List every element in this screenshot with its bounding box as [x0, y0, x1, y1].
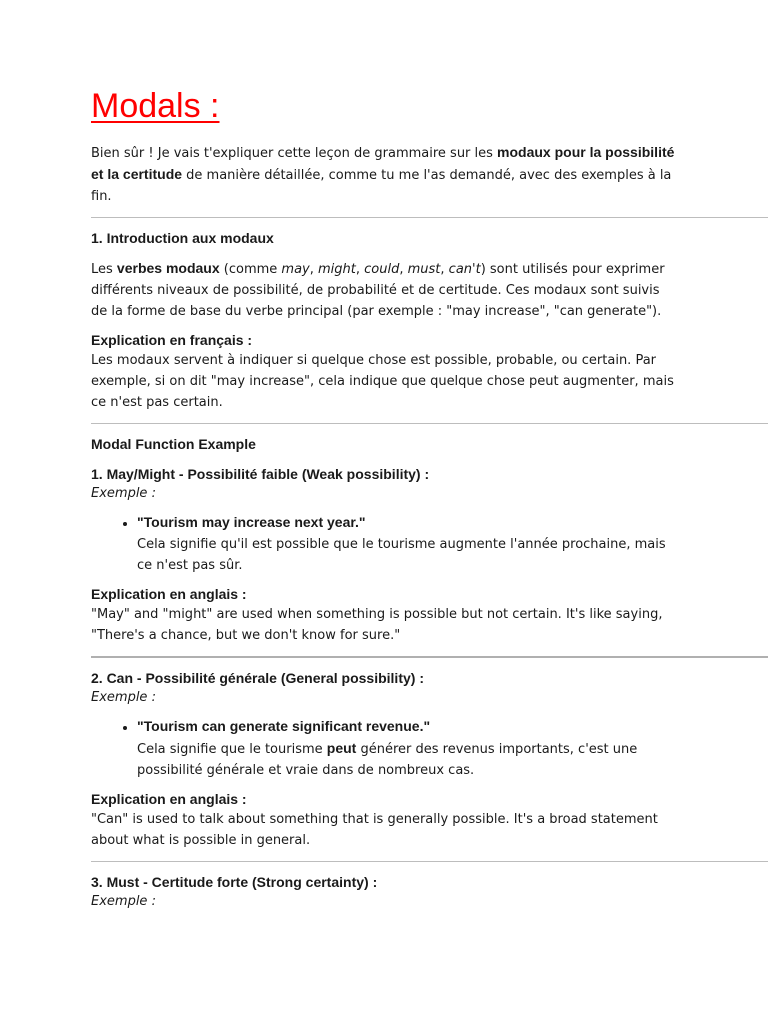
- explanation-text-french: Les modaux servent à indiquer si quelque chose est possible, probable, ou certain. Par exemple, si on dit "may increase", cela indique que quelque chose peut augmenter, mais ce n'est pas certain.: [91, 353, 674, 410]
- text-span: (comme: [219, 262, 282, 277]
- bold-span: peut: [326, 740, 357, 756]
- explanation-text-english: "Can" is used to talk about something that is generally possible. It's a broad statement about what is possible in general.: [91, 812, 658, 848]
- may-might-heading: 1. May/Might - Possibilité faible (Weak possibility) :: [91, 466, 430, 482]
- section-heading-introduction: 1. Introduction aux modaux: [91, 230, 274, 246]
- divider: [91, 656, 768, 658]
- text-span: Cela signifie que le tourisme: [137, 742, 327, 757]
- example-label: Exemple :: [91, 690, 156, 705]
- can-heading: 2. Can - Possibilité générale (General possibility) :: [91, 670, 424, 686]
- explanation-heading-english: Explication en anglais :: [91, 586, 247, 602]
- text-span: Les: [91, 262, 117, 277]
- example-quote: "Tourism can generate significant revenue.": [137, 718, 431, 734]
- separator: ,: [440, 262, 449, 277]
- table-heading: Modal Function Example: [91, 436, 256, 452]
- list-item: [137, 716, 676, 781]
- text-span: générer des revenus importants, c'est une possibilité générale et vraie dans de nombreux cas.: [137, 742, 638, 778]
- separator: ,: [355, 262, 365, 277]
- modal-word: could: [364, 262, 400, 277]
- example-description: [137, 742, 637, 778]
- explanation-heading-english: Explication en anglais :: [91, 791, 247, 807]
- example-list: [91, 716, 768, 781]
- intro-bold-text: modaux pour la possibilité et la certitude: [91, 144, 675, 182]
- example-label: Exemple :: [91, 894, 156, 909]
- modal-word: may: [281, 262, 310, 277]
- example-description: Cela signifie qu'il est possible que le tourisme augmente l'année prochaine, mais ce n'est pas sûr.: [137, 537, 666, 573]
- divider: [91, 217, 768, 218]
- example-label: Exemple :: [91, 486, 156, 501]
- explanation-heading-french: Explication en français :: [91, 332, 253, 348]
- introduction-paragraph: [91, 258, 768, 322]
- example-quote: "Tourism may increase next year.": [137, 514, 366, 530]
- list-item: [137, 512, 676, 576]
- intro-text-end: de manière détaillée, comme tu me l'as demandé, avec des exemples à la fin.: [91, 168, 672, 204]
- separator: ,: [309, 262, 318, 277]
- example-list: [91, 512, 768, 576]
- document-page: [91, 86, 768, 912]
- bold-span: verbes modaux: [116, 260, 220, 276]
- divider: [91, 423, 768, 424]
- intro-paragraph: [91, 142, 768, 207]
- modal-word: might: [318, 262, 356, 277]
- text-span: ) sont utilisés pour exprimer différents niveaux de possibilité, de probabilité et de certitude. Ces modaux sont suivis de la forme de base du verbe principal (par exemple : "may increase", "can generate").: [91, 262, 665, 319]
- divider: [91, 861, 768, 862]
- modal-word: must: [407, 262, 441, 277]
- intro-text: Bien sûr ! Je vais t'expliquer cette leçon de grammaire sur les: [91, 146, 498, 161]
- modal-word: can't: [448, 262, 481, 277]
- must-heading: 3. Must - Certitude forte (Strong certainty) :: [91, 874, 378, 890]
- explanation-text-english: "May" and "might" are used when something is possible but not certain. It's like saying, "There's a chance, but we don't know for sure.": [91, 607, 663, 643]
- separator: ,: [399, 262, 408, 277]
- page-title: Modals :: [91, 87, 220, 125]
